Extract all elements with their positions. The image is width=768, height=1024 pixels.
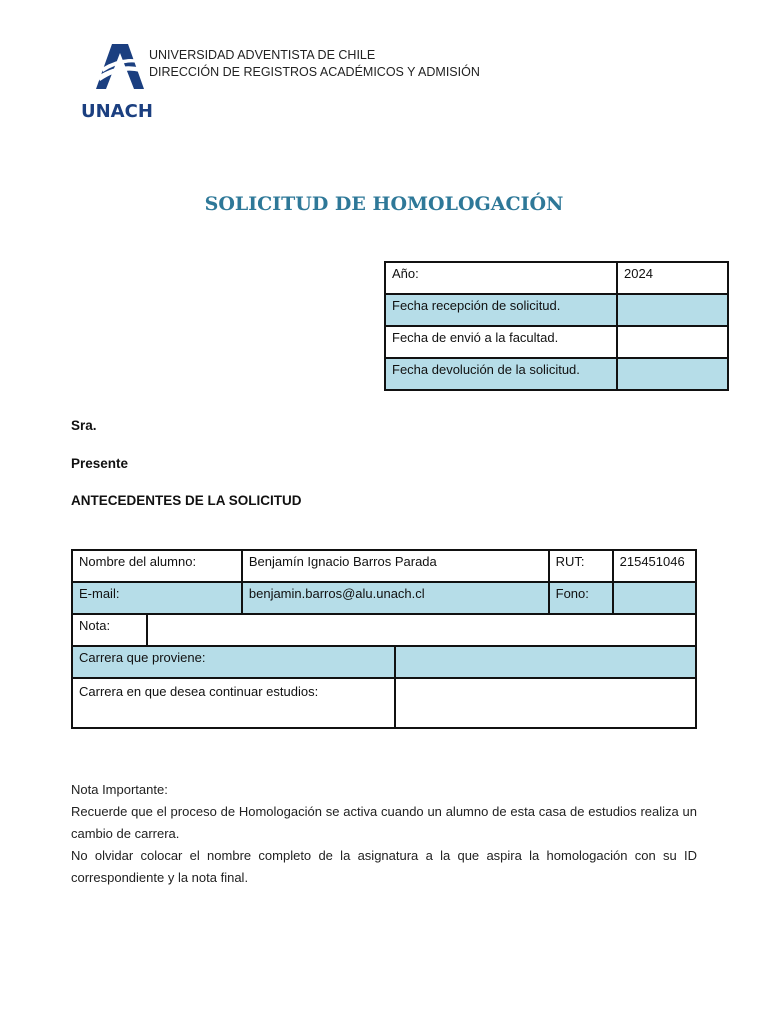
origin-career-label: Carrera que proviene:: [72, 646, 395, 678]
grade-label: Nota:: [72, 614, 147, 646]
student-data-table: [71, 549, 697, 729]
table-row: [385, 294, 728, 326]
email-value[interactable]: benjamin.barros@alu.unach.cl: [242, 582, 549, 614]
origin-career-value[interactable]: [395, 646, 696, 678]
salutation: Sra.: [71, 418, 97, 433]
phone-value[interactable]: [613, 582, 696, 614]
presente-label: Presente: [71, 456, 129, 471]
table-row: [385, 262, 728, 294]
dates-table: [384, 261, 729, 391]
table-row: [72, 678, 696, 728]
department-name: DIRECCIÓN DE REGISTROS ACADÉMICOS Y ADMISIÓN: [149, 65, 480, 79]
grade-value[interactable]: [147, 614, 696, 646]
unach-a-icon: [94, 42, 146, 90]
target-career-value[interactable]: [395, 678, 696, 728]
note-line-1: Recuerde que el proceso de Homologación se activa cuando un alumno de esta casa de estudios realiza un cambio de carrera.: [71, 804, 697, 841]
email-label: E-mail:: [72, 582, 242, 614]
student-name-label: Nombre del alumno:: [72, 550, 242, 582]
institution-header: [149, 47, 480, 81]
logo-wordmark: UNACH: [81, 101, 153, 122]
note-heading: Nota Importante:: [71, 782, 168, 797]
sent-date-value[interactable]: [617, 326, 728, 358]
table-row: [385, 358, 728, 390]
target-career-label: Carrera en que desea continuar estudios:: [72, 678, 395, 728]
return-date-label: Fecha devolución de la solicitud.: [385, 358, 617, 390]
student-name-value[interactable]: Benjamín Ignacio Barros Parada: [242, 550, 549, 582]
note-line-2: No olvidar colocar el nombre completo de la asignatura a la que aspira la homologación con su ID correspondiente y la nota final.: [71, 848, 697, 885]
section-heading: ANTECEDENTES DE LA SOLICITUD: [71, 493, 302, 508]
rut-label: RUT:: [549, 550, 613, 582]
table-row: [72, 550, 696, 582]
important-note: [71, 779, 697, 889]
institution-name: UNIVERSIDAD ADVENTISTA DE CHILE: [149, 48, 376, 62]
document-title: SOLICITUD DE HOMOLOGACIÓN: [204, 193, 564, 215]
table-row: [72, 646, 696, 678]
table-row: [72, 582, 696, 614]
table-row: [72, 614, 696, 646]
sent-date-label: Fecha de envió a la facultad.: [385, 326, 617, 358]
reception-date-value[interactable]: [617, 294, 728, 326]
reception-date-label: Fecha recepción de solicitud.: [385, 294, 617, 326]
year-value[interactable]: 2024: [617, 262, 728, 294]
phone-label: Fono:: [549, 582, 613, 614]
rut-value[interactable]: 215451046: [613, 550, 696, 582]
year-label: Año:: [385, 262, 617, 294]
table-row: [385, 326, 728, 358]
return-date-value[interactable]: [617, 358, 728, 390]
